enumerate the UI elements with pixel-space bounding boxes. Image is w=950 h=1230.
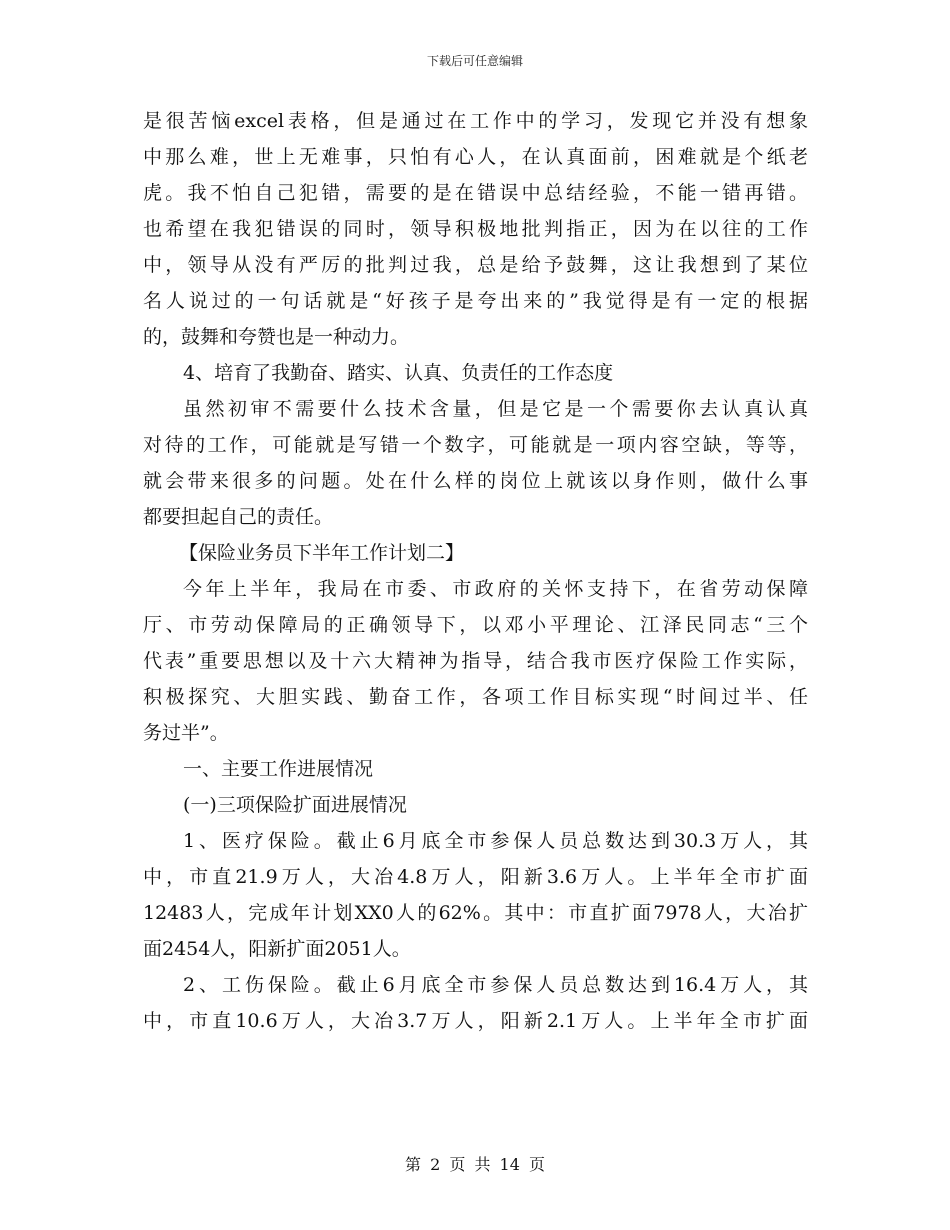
document-body [143, 103, 808, 1039]
body-text-line: 虎。我不怕自己犯错，需要的是在错误中总结经验，不能一错再错。 [143, 182, 808, 204]
body-text-line: 一、主要工作进展情况 [183, 758, 374, 780]
body-text-line: 的，鼓舞和夸赞也是一种动力。 [143, 326, 410, 348]
body-text-line: 4、培育了我勤奋、踏实、认真、负责任的工作态度 [183, 362, 614, 384]
body-text-line: 名人说过的一句话就是“好孩子是夸出来的”我觉得是有一定的根据 [143, 290, 808, 312]
body-text-line: 1、医疗保险。截止6月底全市参保人员总数达到30.3万人，其 [183, 830, 808, 852]
body-text-line: 中那么难，世上无难事，只怕有心人，在认真面前，困难就是个纸老 [143, 146, 808, 168]
body-text-line: 虽然初审不需要什么技术含量，但是它是一个需要你去认真认真 [183, 398, 808, 420]
body-text-line: 也希望在我犯错误的同时，领导积极地批判指正，因为在以往的工作 [143, 218, 808, 240]
body-text-line: 中，领导从没有严厉的批判过我，总是给予鼓舞，这让我想到了某位 [143, 254, 808, 276]
body-text-line: 今年上半年，我局在市委、市政府的关怀支持下，在省劳动保障 [183, 578, 808, 600]
body-text-line: 【保险业务员下半年工作计划二】 [179, 542, 465, 564]
body-text-line: 12483人，完成年计划XX0人的62%。其中：市直扩面7978人，大冶扩 [143, 902, 808, 924]
body-text-line: 务过半”。 [143, 722, 229, 744]
body-text-line: 积极探究、大胆实践、勤奋工作，各项工作目标实现“时间过半、任 [143, 686, 808, 708]
page-footer: 第 2 页 共 14 页 [405, 1155, 545, 1174]
body-text-line: 面2454人，阳新扩面2051人。 [143, 938, 411, 960]
page-header: 下载后可任意编辑 [426, 54, 523, 68]
body-text-line: 厅、市劳动保障局的正确领导下，以邓小平理论、江泽民同志“三个 [143, 614, 808, 636]
body-text-line: 中，市直10.6万人，大冶3.7万人，阳新2.1万人。上半年全市扩面 [143, 1010, 808, 1032]
body-text-line: 2、工伤保险。截止6月底全市参保人员总数达到16.4万人，其 [183, 974, 808, 996]
body-text-line: 对待的工作，可能就是写错一个数字，可能就是一项内容空缺，等等， [143, 434, 808, 456]
body-text-line: 代表”重要思想以及十六大精神为指导，结合我市医疗保险工作实际， [143, 650, 808, 672]
body-text-line: 是很苦恼excel表格，但是通过在工作中的学习，发现它并没有想象 [143, 110, 808, 132]
body-text-line: 都要担起自己的责任。 [143, 506, 334, 528]
body-text-line: (一)三项保险扩面进展情况 [183, 794, 407, 816]
body-text-line: 就会带来很多的问题。处在什么样的岗位上就该以身作则，做什么事 [143, 470, 808, 492]
body-text-line: 中，市直21.9万人，大冶4.8万人，阳新3.6万人。上半年全市扩面 [143, 866, 808, 888]
